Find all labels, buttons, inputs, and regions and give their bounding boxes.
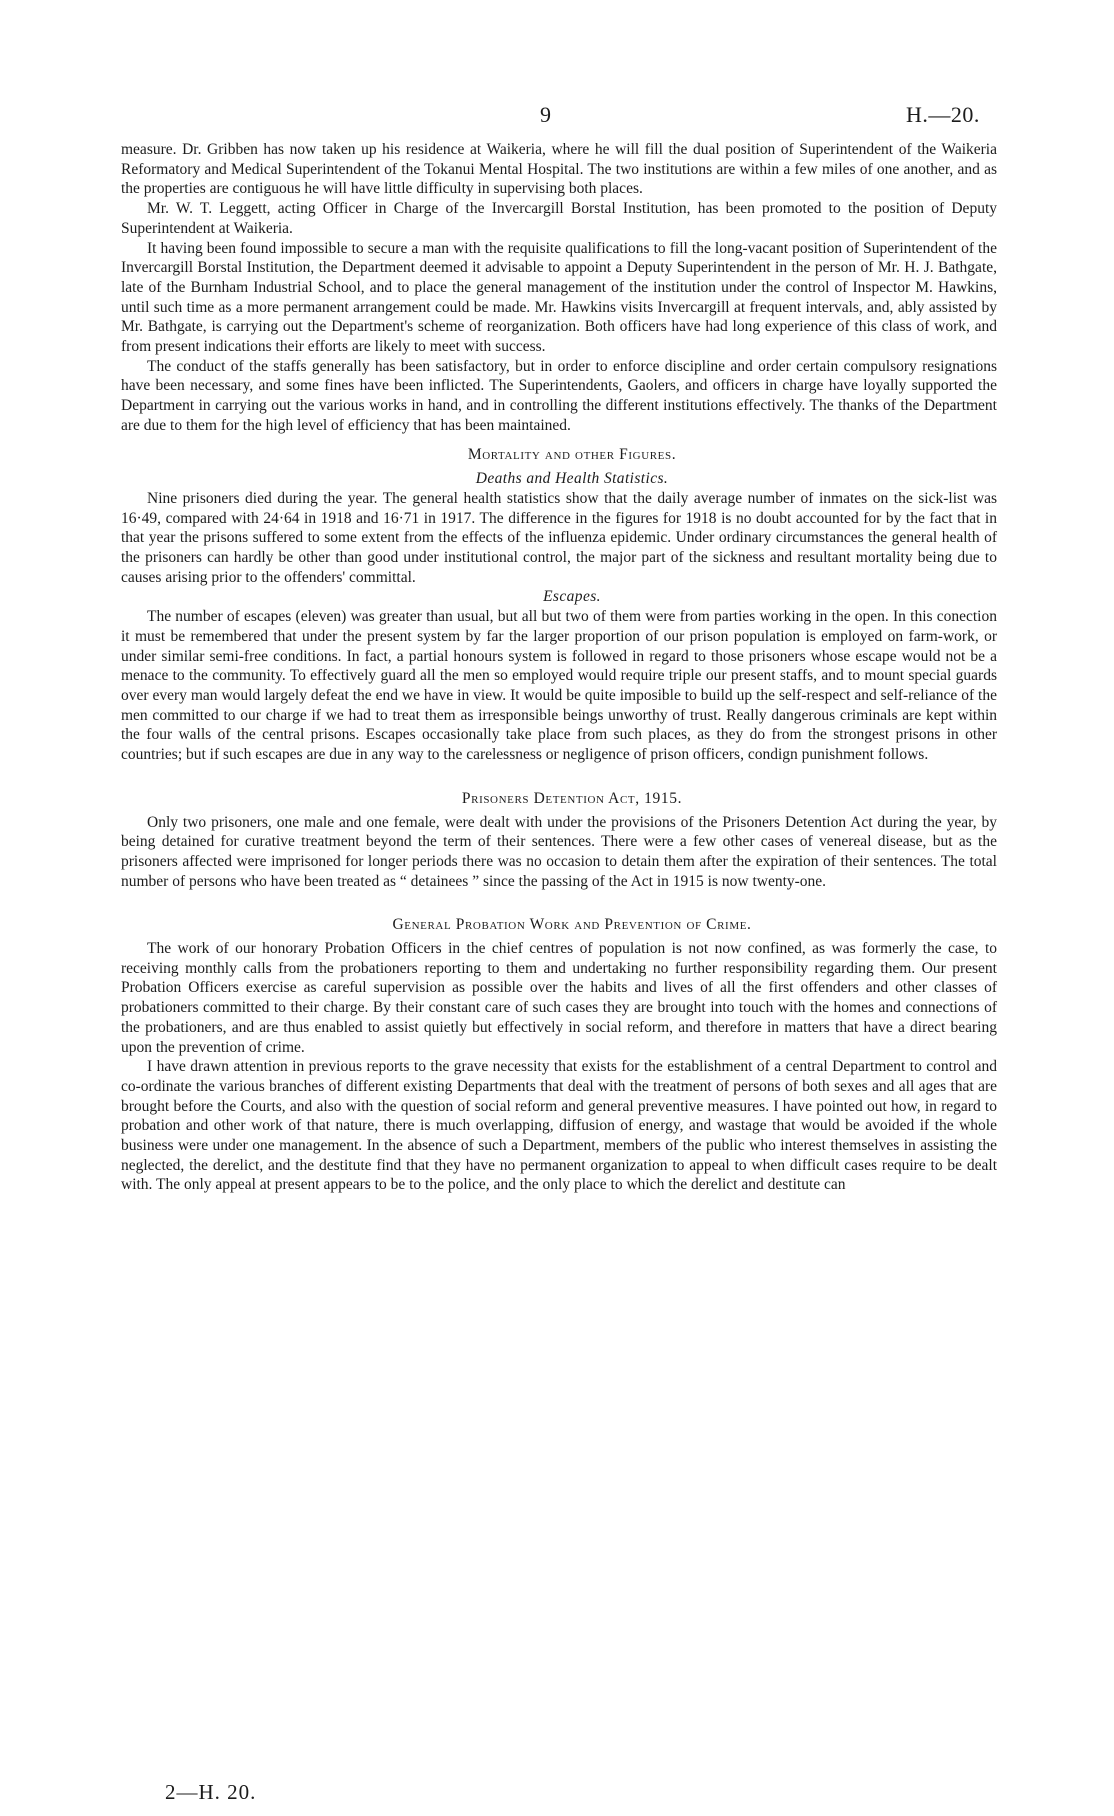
paragraph: The number of escapes (eleven) was greater than usual, but all but two of them were from parties working in the open. In this conection it must be remembered that under the present system by far the larger proportion of our prison population is employed on farm-work, or under similar semi-free conditions. In fact, a partial honours system is followed in regard to those prisoners whose escape would not be a menace to the community. To effectively guard all the men so employed would require triple our present staffs, and to mount special guards over every man would largely defeat the end we have in view. It would be quite imposible to build up the self-respect and self-reliance of the men committed to our charge if we had to treat them as irresponsible beings unworthy of trust. Really dangerous criminals are kept within the four walls of the central prisons. Escapes occasionally take place from such places, as they do from the strongest prisons in other countries; but if such escapes are due in any way to the carelessness or negligence of prison officers, condign punishment follows.	[121, 608, 997, 764]
paragraph: Nine prisoners died during the year. The general health statistics show that the daily average number of inmates on the sick-list was 16·49, compared with 24·64 in 1918 and 16·71 in 1917. The difference in the figures for 1918 is no doubt accounted for by the fact that in that year the prisons suffered to some extent from the effects of the influenza epidemic. Under ordinary circumstances the general health of the prisoners can hardly be other than good under institutional control, the major part of the sickness and resultant mortality being due to causes arising prior to the offenders' committal.	[121, 489, 997, 586]
subheading-escapes: Escapes.	[543, 588, 601, 606]
paragraph: The conduct of the staffs generally has been satisfactory, but in order to enforce discipline and order certain compulsory resignations have been necessary, and some fines have been inflicted. The Superintendents, Gaolers, and officers in charge have loyally supported the Department in carrying out the various works in hand, and in controlling the different institutions effectively. The thanks of the Department are due to them for the high level of efficiency that has been maintained.	[121, 357, 997, 434]
page-number: 9	[540, 102, 551, 127]
section-heading-detention-act: Prisoners Detention Act, 1915.	[461, 789, 683, 807]
paragraph: measure. Dr. Gribben has now taken up his residence at Waikeria, where he will fill the dual position of Superintendent of the Waikeria Reformatory and Medical Superintendent of the Tokanui Mental Hospital. The two institutions are within a few miles of one another, and as the properties are contiguous he will have little difficulty in supervising both places.	[121, 141, 997, 198]
document-code: H.—20.	[906, 102, 980, 127]
paragraph: It having been found impossible to secure a man with the requisite qualifications to fill the long-vacant position of Superintendent of the Invercargill Borstal Institution, the Department deemed it advisable to appoint a Deputy Superintendent in the person of Mr. H. J. Bathgate, late of the Burnham Industrial School, and to place the general management of the institution under the control of Inspector M. Hawkins, until such time as a more permanent arrangement could be made. Mr. Hawkins visits Invercargill at frequent intervals, and, ably assisted by Mr. Bathgate, is carrying out the Department's scheme of reorganization. Both officers have had long experience of this class of work, and from present indications their efforts are likely to meet with success.	[121, 239, 997, 356]
body-text	[121, 140, 997, 1195]
paragraph: Mr. W. T. Leggett, acting Officer in Charge of the Invercargill Borstal Institution, has been promoted to the position of Deputy Superintendent at Waikeria.	[121, 200, 997, 237]
section-heading-mortality: Mortality and other Figures.	[467, 445, 677, 463]
signature-mark: 2—H. 20.	[165, 1780, 257, 1804]
subheading-deaths: Deaths and Health Statistics.	[475, 470, 669, 488]
paragraph: Only two prisoners, one male and one female, were dealt with under the provisions of the Prisoners Detention Act during the year, by being detained for curative treatment beyond the term of their sentences. There were a few other cases of venereal disease, but as the prisoners affected were imprisoned for longer periods there was no occasion to detain them after the expiration of their sentences. The total number of persons who have been treated as “ detainees ” since the passing of the Act in 1915 is now twenty-one.	[121, 813, 997, 890]
paragraph: The work of our honorary Probation Officers in the chief centres of population is not now confined, as was formerly the case, to receiving monthly calls from the probationers reporting to them and undertaking no further responsibility regarding them. Our present Probation Officers exercise as careful supervision as possible over the habits and lives of all the first offenders and other classes of probationers committed to their charge. By their constant care of such cases they are brought into touch with the homes and connections of the probationers, and are thus enabled to assist quietly but effectively in social reform, and therefore in matters that have a direct bearing upon the prevention of crime.	[121, 940, 997, 1056]
section-heading-probation: General Probation Work and Prevention of Crime.	[392, 916, 752, 934]
paragraph: I have drawn attention in previous reports to the grave necessity that exists for the establishment of a central Department to control and co-ordinate the various branches of different existing Departments that deal with the treatment of persons of both sexes and all ages that are brought before the Courts, and also with the question of social reform and general preventive measures. I have pointed out how, in regard to probation and other work of that nature, there is much overlapping, diffusion of energy, and wastage that would be avoided if the whole business were under one management. In the absence of such a Department, members of the public who interest themselves in assisting the neglected, the derelict, and the destitute find that they have no permanent organization to appeal to when difficult cases require to be dealt with. The only appeal at present appears to be to the police, and the only place to which the derelict and destitute can	[121, 1058, 997, 1194]
